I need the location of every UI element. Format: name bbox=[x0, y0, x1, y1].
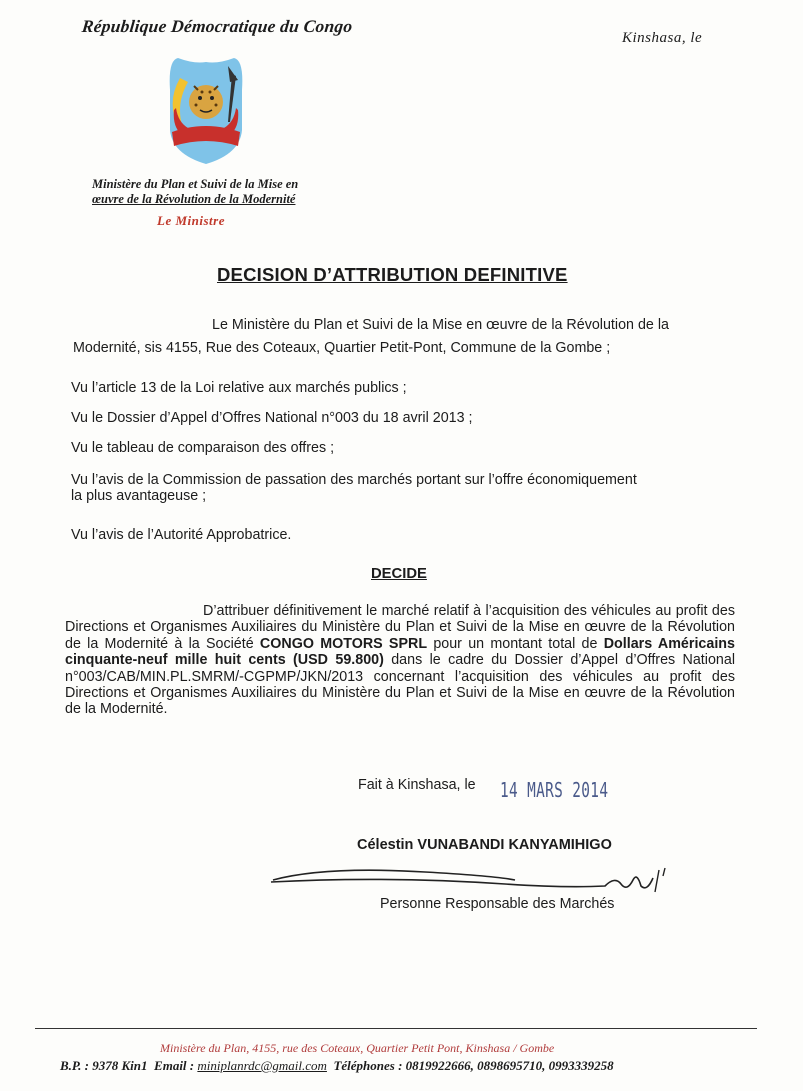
minister-title: Le Ministre bbox=[157, 213, 225, 228]
document-title: DECISION D’ATTRIBUTION DEFINITIVE bbox=[217, 264, 568, 285]
consideration-item: la plus avantageuse ; bbox=[71, 488, 207, 504]
contract-amount: Dollars Américains cinquante-neuf mille huit cents (USD 59.800) bbox=[65, 635, 735, 669]
emblem-leopard-icon bbox=[189, 85, 223, 119]
signing-place: Fait à Kinshasa, le bbox=[358, 777, 476, 793]
decision-text-part1: D’attribuer définitivement le marché relatif à l’acquisition des véhicules au profit des Directions et Organismes Auxiliaires du Ministère du Plan et Suivi de la Mise en œuvre de la Révolution de la Modernité à la Société bbox=[65, 603, 735, 652]
footer-bp: B.P. : 9378 Kin1 bbox=[60, 1058, 148, 1073]
consideration-item: Vu l’avis de la Commission de passation des marchés portant sur l’offre économiquement bbox=[71, 472, 637, 488]
signatory-name: Célestin VUNABANDI KANYAMIHIGO bbox=[357, 837, 612, 853]
decide-heading: DECIDE bbox=[371, 566, 427, 582]
preamble-line2: Modernité, sis 4155, Rue des Coteaux, Quartier Petit-Pont, Commune de la Gombe ; bbox=[73, 340, 611, 356]
footer-divider bbox=[35, 1028, 757, 1029]
footer-email-link[interactable]: miniplanrdc@gmail.com bbox=[197, 1058, 327, 1073]
footer-phone-label: Téléphones : bbox=[333, 1058, 403, 1073]
preamble-line1: Le Ministère du Plan et Suivi de la Mise en œuvre de la Révolution de la bbox=[212, 317, 669, 333]
signatory-role: Personne Responsable des Marchés bbox=[380, 896, 615, 912]
decision-text-part2: pour un montant total de bbox=[427, 635, 604, 652]
footer-address: Ministère du Plan, 4155, rue des Coteaux, Quartier Petit Pont, Kinshasa / Gombe bbox=[160, 1041, 555, 1055]
republic-heading: République Démocratique du Congo bbox=[81, 16, 354, 36]
coat-of-arms-emblem bbox=[158, 50, 254, 166]
consideration-item: Vu le tableau de comparaison des offres ; bbox=[71, 440, 335, 456]
consideration-item: Vu l’avis de l’Autorité Approbatrice. bbox=[71, 527, 292, 543]
ministry-name-line1: Ministère du Plan et Suivi de la Mise en bbox=[92, 177, 299, 191]
footer-contact bbox=[60, 1058, 614, 1074]
footer-email-label: Email : bbox=[154, 1058, 195, 1073]
decision-paragraph bbox=[65, 603, 735, 718]
consideration-item: Vu l’article 13 de la Loi relative aux marchés publics ; bbox=[71, 380, 407, 396]
consideration-item: Vu le Dossier d’Appel d’Offres National n°003 du 18 avril 2013 ; bbox=[71, 410, 473, 426]
decision-text-part3: dans le cadre du Dossier d’Appel d’Offres National n°003/CAB/MIN.PL.SMRM/-CGPMP/JKN/2013 concernant l’acquisition des véhicules au profit des Directions et Organismes Auxiliaires du Ministère du Plan et Suivi de la Mise en œuvre de la Révolution de la Modernité. bbox=[65, 652, 735, 718]
ministry-name-line2: œuvre de la Révolution de la Modernité bbox=[92, 192, 296, 206]
company-name: CONGO MOTORS SPRL bbox=[259, 635, 428, 652]
date-stamp: 14 MARS 2014 bbox=[500, 778, 609, 802]
city-date-line: Kinshasa, le bbox=[622, 30, 703, 46]
footer-phones: 0819922666, 0898695710, 0993339258 bbox=[405, 1058, 614, 1073]
